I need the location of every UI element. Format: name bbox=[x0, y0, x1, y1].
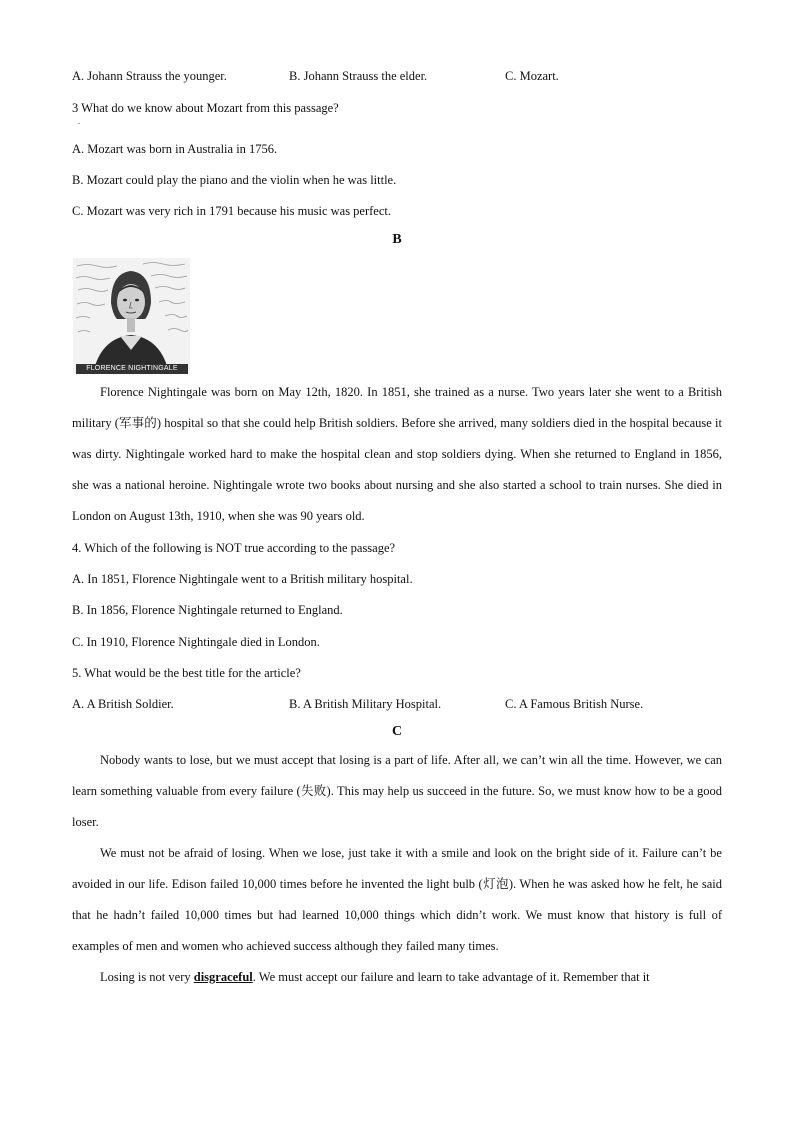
q3-option-b: B. Mozart could play the piano and the violin when he was little. bbox=[72, 173, 397, 187]
passage-c bbox=[72, 745, 722, 993]
p3-start: Losing is not very bbox=[100, 970, 194, 984]
q4-question: 4. Which of the following is NOT true according to the passage? bbox=[72, 541, 396, 555]
passage-b-text: Florence Nightingale was born on May 12th, 1820. In 1851, she trained as a nurse. Two years later she went to a British military (军事的) hospital so that she could help British soldiers. Before she arrived, many soldiers died in the hospital because it was dirty. Nightingale worked hard to make the hospital clean and stop soldiers dying. When she returned to England in 1856, she was a national heroine. Nightingale wrote two books about nursing and she also started a school to train nurses. She died in London on August 13th, 1910, when she was 90 years old. bbox=[72, 385, 722, 523]
portrait-caption: FLORENCE NIGHTINGALE bbox=[76, 364, 188, 374]
underlined-word-disgraceful: disgraceful bbox=[193, 970, 253, 984]
q5-option-c: C. A Famous British Nurse. bbox=[505, 697, 644, 711]
q4-option-a: A. In 1851, Florence Nightingale went to a British military hospital. bbox=[72, 572, 413, 586]
passage-b bbox=[72, 377, 722, 532]
q2-option-b: B. Johann Strauss the elder. bbox=[289, 69, 428, 83]
q5-question: 5. What would be the best title for the article? bbox=[72, 666, 301, 680]
q2-option-a: A. Johann Strauss the younger. bbox=[72, 69, 227, 83]
section-c-heading: C bbox=[391, 724, 403, 739]
q5-option-a: A. A British Soldier. bbox=[72, 697, 174, 711]
q4-option-b: B. In 1856, Florence Nightingale returned to England. bbox=[72, 603, 343, 617]
q3-question: 3 What do we know about Mozart from this passage? bbox=[72, 101, 339, 115]
q4-option-c: C. In 1910, Florence Nightingale died in London. bbox=[72, 635, 320, 649]
q3-dot: . bbox=[78, 117, 80, 126]
passage-c-paragraph-1: Nobody wants to lose, but we must accept that losing is a part of life. After all, we can’t win all the time. However, we can learn something valuable from every failure (失败). This may help us succeed in the future. So, we must know how to be a good loser. bbox=[72, 753, 722, 829]
passage-c-paragraph-3 bbox=[72, 962, 722, 993]
passage-c-paragraph-2: We must not be afraid of losing. When we lose, just take it with a smile and look on the bright side of it. Failure can’t be avoided in our life. Edison failed 10,000 times before he invented the light bulb (灯泡). When he was asked how he felt, he said that he hadn’t failed 10,000 times but had learned 10,000 things which didn’t work. We must know that history is full of examples of men and women who achieved success although they failed many times. bbox=[72, 846, 722, 953]
q5-option-b: B. A British Military Hospital. bbox=[289, 697, 442, 711]
nightingale-portrait-image bbox=[73, 258, 190, 373]
q2-option-c: C. Mozart. bbox=[505, 69, 559, 83]
p3-end: . We must accept our failure and learn to take advantage of it. Remember that it bbox=[252, 970, 650, 984]
q3-option-c: C. Mozart was very rich in 1791 because his music was perfect. bbox=[72, 204, 392, 218]
q3-option-a: A. Mozart was born in Australia in 1756. bbox=[72, 142, 278, 156]
section-b-heading: B bbox=[392, 232, 402, 247]
